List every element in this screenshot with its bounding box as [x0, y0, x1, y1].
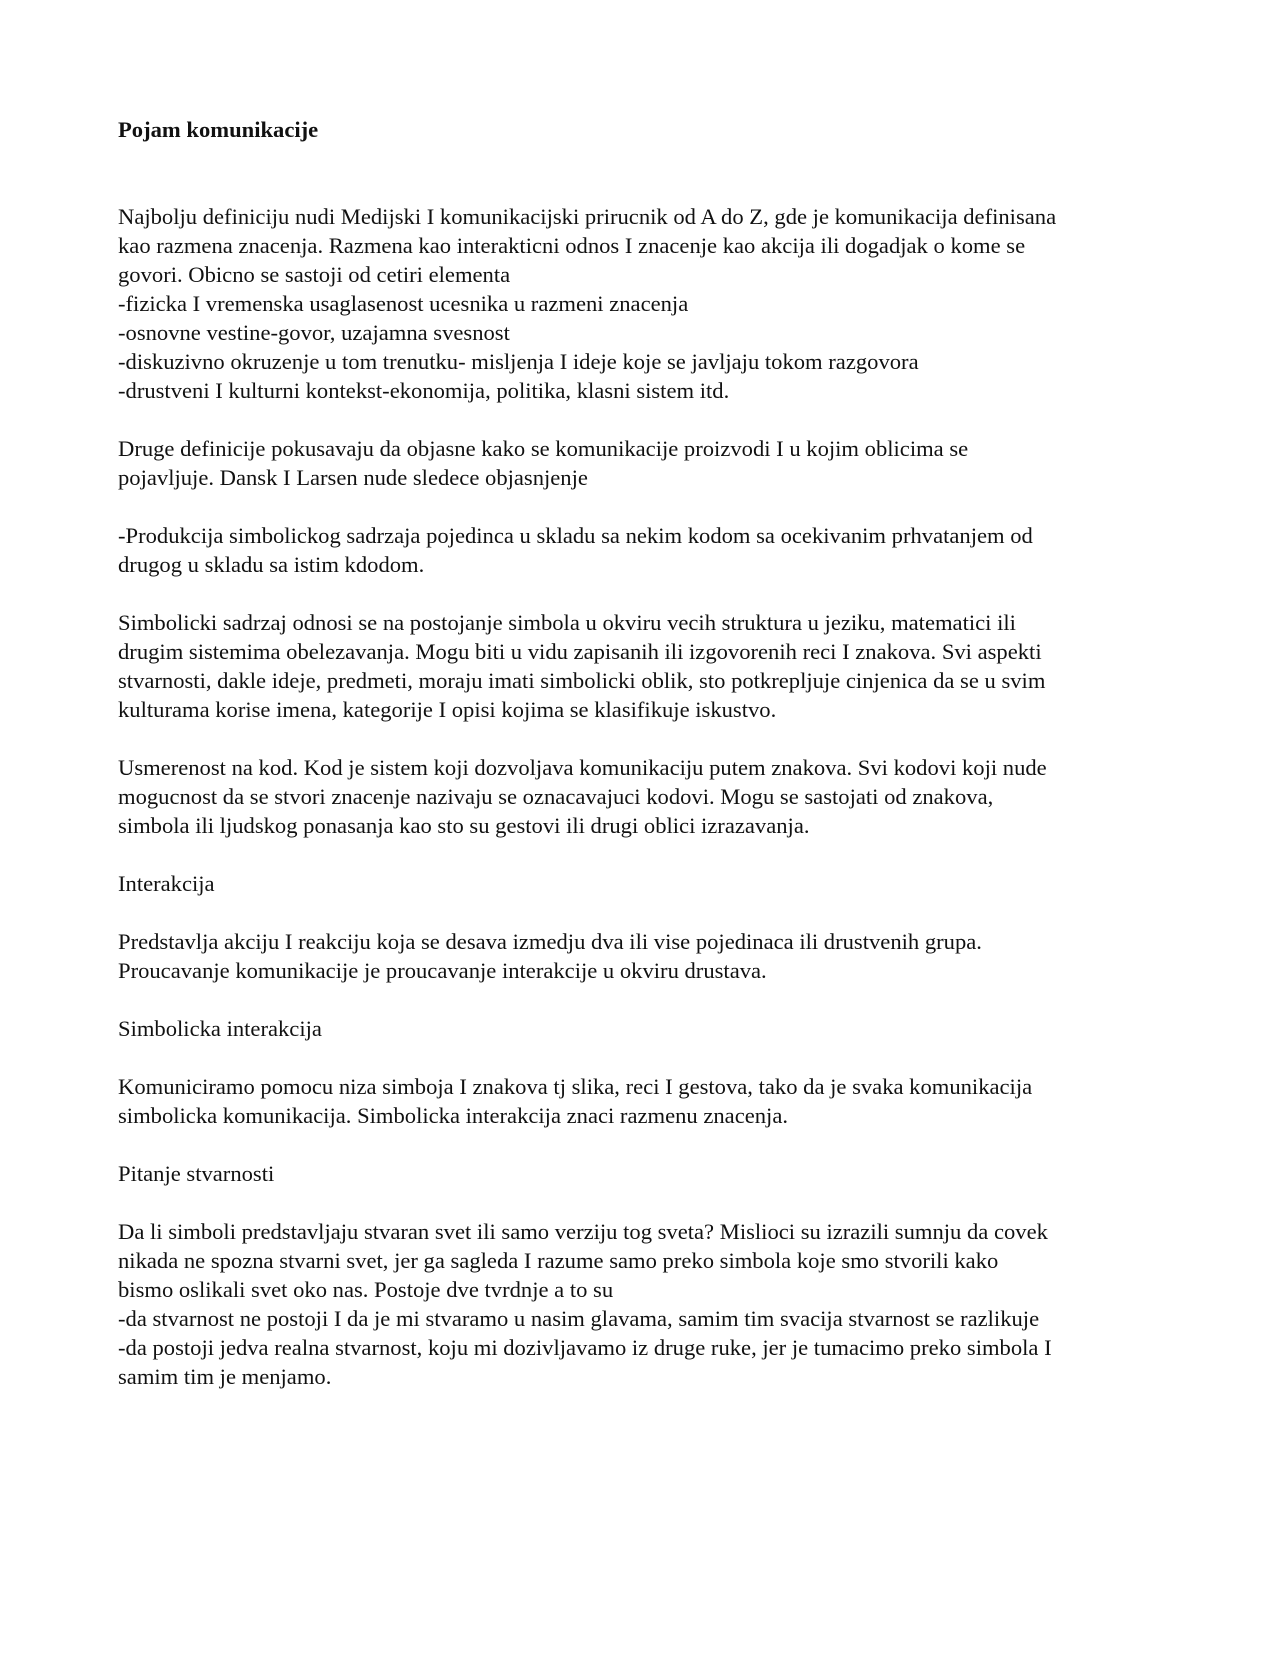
document-body	[118, 202, 1170, 1391]
text-line: nikada ne spozna stvarni svet, jer ga sagleda I razume samo preko simbola koje smo stvorili kako	[118, 1248, 999, 1273]
paragraph-spacer	[118, 840, 1170, 869]
paragraph-spacer	[118, 492, 1170, 521]
text-line: -da postoji jedva realna stvarnost, koju mi dozivljavamo iz druge ruke, jer je tumacimo preko simbola I	[118, 1335, 1052, 1360]
paragraph-spacer	[118, 1188, 1170, 1217]
paragraph	[118, 753, 1170, 840]
text-line: simbola ili ljudskog ponasanja kao sto su gestovi ili drugi oblici izrazavanja.	[118, 813, 810, 838]
text-line: Usmerenost na kod. Kod je sistem koji dozvoljava komunikaciju putem znakova. Svi kodovi koji nude	[118, 755, 1047, 780]
text-line: Simbolicka interakcija	[118, 1016, 322, 1041]
paragraph-spacer	[118, 579, 1170, 608]
document-title: Pojam komunikacije	[118, 117, 319, 142]
text-line: -fizicka I vremenska usaglasenost ucesnika u razmeni znacenja	[118, 291, 689, 316]
text-line: stvarnosti, dakle ideje, predmeti, moraju imati simbolicki oblik, sto potkrepljuje cinjenica da se u svim	[118, 668, 1046, 693]
text-line: Druge definicije pokusavaju da objasne kako se komunikacije proizvodi I u kojim oblicima se	[118, 436, 969, 461]
paragraph-spacer	[118, 1043, 1170, 1072]
text-line: Interakcija	[118, 871, 215, 896]
paragraph-spacer	[118, 985, 1170, 1014]
text-line: mogucnost da se stvori znacenje nazivaju se oznacavajuci kodovi. Mogu se sastojati od znakova,	[118, 784, 994, 809]
text-line: simbolicka komunikacija. Simbolicka interakcija znaci razmenu znacenja.	[118, 1103, 789, 1128]
paragraph	[118, 521, 1170, 579]
text-line: -Produkcija simbolickog sadrzaja pojedinca u skladu sa nekim kodom sa ocekivanim prhvatanjem od	[118, 523, 1033, 548]
text-line: -da stvarnost ne postoji I da je mi stvaramo u nasim glavama, samim tim svacija stvarnost se razlikuje	[118, 1306, 1040, 1331]
text-line: pojavljuje. Dansk I Larsen nude sledece objasnjenje	[118, 465, 588, 490]
text-line: Najbolju definiciju nudi Medijski I komunikacijski prirucnik od A do Z, gde je komunikacija definisana	[118, 204, 1057, 229]
paragraph	[118, 202, 1170, 405]
text-line: drugog u skladu sa istim kdodom.	[118, 552, 425, 577]
text-line: Pitanje stvarnosti	[118, 1161, 275, 1186]
text-line: Proucavanje komunikacije je proucavanje interakcije u okviru drustava.	[118, 958, 767, 983]
paragraph-spacer	[118, 724, 1170, 753]
text-line: Komuniciramo pomocu niza simboja I znakova tj slika, reci I gestova, tako da je svaka komunikacija	[118, 1074, 1033, 1099]
text-line: Da li simboli predstavljaju stvaran svet ili samo verziju tog sveta? Mislioci su izrazili sumnju da covek	[118, 1219, 1048, 1244]
paragraph	[118, 608, 1170, 724]
paragraph	[118, 869, 1170, 898]
text-line: kulturama korise imena, kategorije I opisi kojima se klasifikuje iskustvo.	[118, 697, 777, 722]
title-spacer	[118, 144, 1170, 202]
text-line: bismo oslikali svet oko nas. Postoje dve tvrdnje a to su	[118, 1277, 614, 1302]
paragraph	[118, 434, 1170, 492]
paragraph	[118, 1217, 1170, 1391]
paragraph	[118, 1014, 1170, 1043]
document-page	[118, 115, 1170, 1391]
text-line: kao razmena znacenja. Razmena kao interakticni odnos I znacenje kao akcija ili dogadjak o kome se	[118, 233, 1026, 258]
paragraph-spacer	[118, 405, 1170, 434]
text-line: -osnovne vestine-govor, uzajamna svesnost	[118, 320, 510, 345]
paragraph	[118, 1072, 1170, 1130]
text-line: govori. Obicno se sastoji od cetiri elementa	[118, 262, 511, 287]
text-line: Predstavlja akciju I reakciju koja se desava izmedju dva ili vise pojedinaca ili drustvenih grupa.	[118, 929, 982, 954]
text-line: samim tim je menjamo.	[118, 1364, 332, 1389]
paragraph-spacer	[118, 1130, 1170, 1159]
paragraph	[118, 1159, 1170, 1188]
paragraph-spacer	[118, 898, 1170, 927]
text-line: drugim sistemima obelezavanja. Mogu biti u vidu zapisanih ili izgovorenih reci I znakova. Svi aspekti	[118, 639, 1042, 664]
paragraph	[118, 927, 1170, 985]
text-line: -diskuzivno okruzenje u tom trenutku- misljenja I ideje koje se javljaju tokom razgovora	[118, 349, 919, 374]
text-line: Simbolicki sadrzaj odnosi se na postojanje simbola u okviru vecih struktura u jeziku, matematici ili	[118, 610, 1016, 635]
text-line: -drustveni I kulturni kontekst-ekonomija, politika, klasni sistem itd.	[118, 378, 730, 403]
